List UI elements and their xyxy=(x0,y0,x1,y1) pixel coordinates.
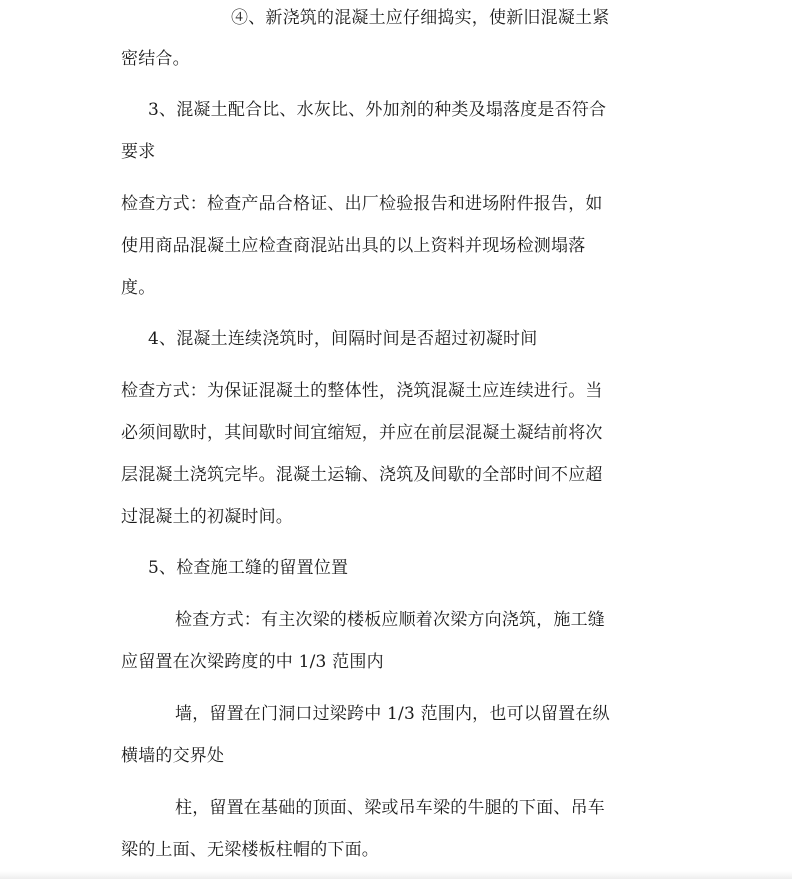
section4-method-line4: 过混凝土的初凝时间。 xyxy=(121,507,293,527)
section3-method-line1: 检查方式：检查产品合格证、出厂检验报告和进场附件报告，如 xyxy=(121,194,603,214)
item4-line2: 密结合。 xyxy=(121,49,190,69)
section5-column-line1: 柱，留置在基础的顶面、梁或吊车梁的牛腿的下面、吊车 xyxy=(175,798,605,818)
section3-method-line3: 度。 xyxy=(121,278,156,298)
section5-wall-line1: 墙，留置在门洞口过梁跨中 1/3 范围内，也可以留置在纵 xyxy=(175,704,610,724)
section3-heading-line1: 3、混凝土配合比、水灰比、外加剂的种类及塌落度是否符合 xyxy=(148,100,607,120)
section4-method-line3: 层混凝土浇筑完毕。混凝土运输、浇筑及间歇的全部时间不应超 xyxy=(121,465,603,485)
section3-heading-line2: 要求 xyxy=(121,142,156,162)
section4-heading: 4、混凝土连续浇筑时，间隔时间是否超过初凝时间 xyxy=(148,329,538,349)
item4-line1: ④、新浇筑的混凝土应仔细捣实，使新旧混凝土紧 xyxy=(231,8,610,28)
section5-method-line2: 应留置在次梁跨度的中 1/3 范围内 xyxy=(121,652,384,672)
page-bottom-edge xyxy=(0,871,792,879)
section5-method-line1: 检查方式：有主次梁的楼板应顺着次梁方向浇筑，施工缝 xyxy=(175,610,605,630)
section4-method-line2: 必须间歇时，其间歇时间宜缩短，并应在前层混凝土凝结前将次 xyxy=(121,423,603,443)
section3-method-line2: 使用商品混凝土应检查商混站出具的以上资料并现场检测塌落 xyxy=(121,236,586,256)
section4-method-line1: 检查方式：为保证混凝土的整体性，浇筑混凝土应连续进行。当 xyxy=(121,381,603,401)
section5-column-line2: 梁的上面、无梁楼板柱帽的下面。 xyxy=(121,840,379,860)
section5-heading: 5、检查施工缝的留置位置 xyxy=(148,558,349,578)
section5-wall-line2: 横墙的交界处 xyxy=(121,746,225,766)
